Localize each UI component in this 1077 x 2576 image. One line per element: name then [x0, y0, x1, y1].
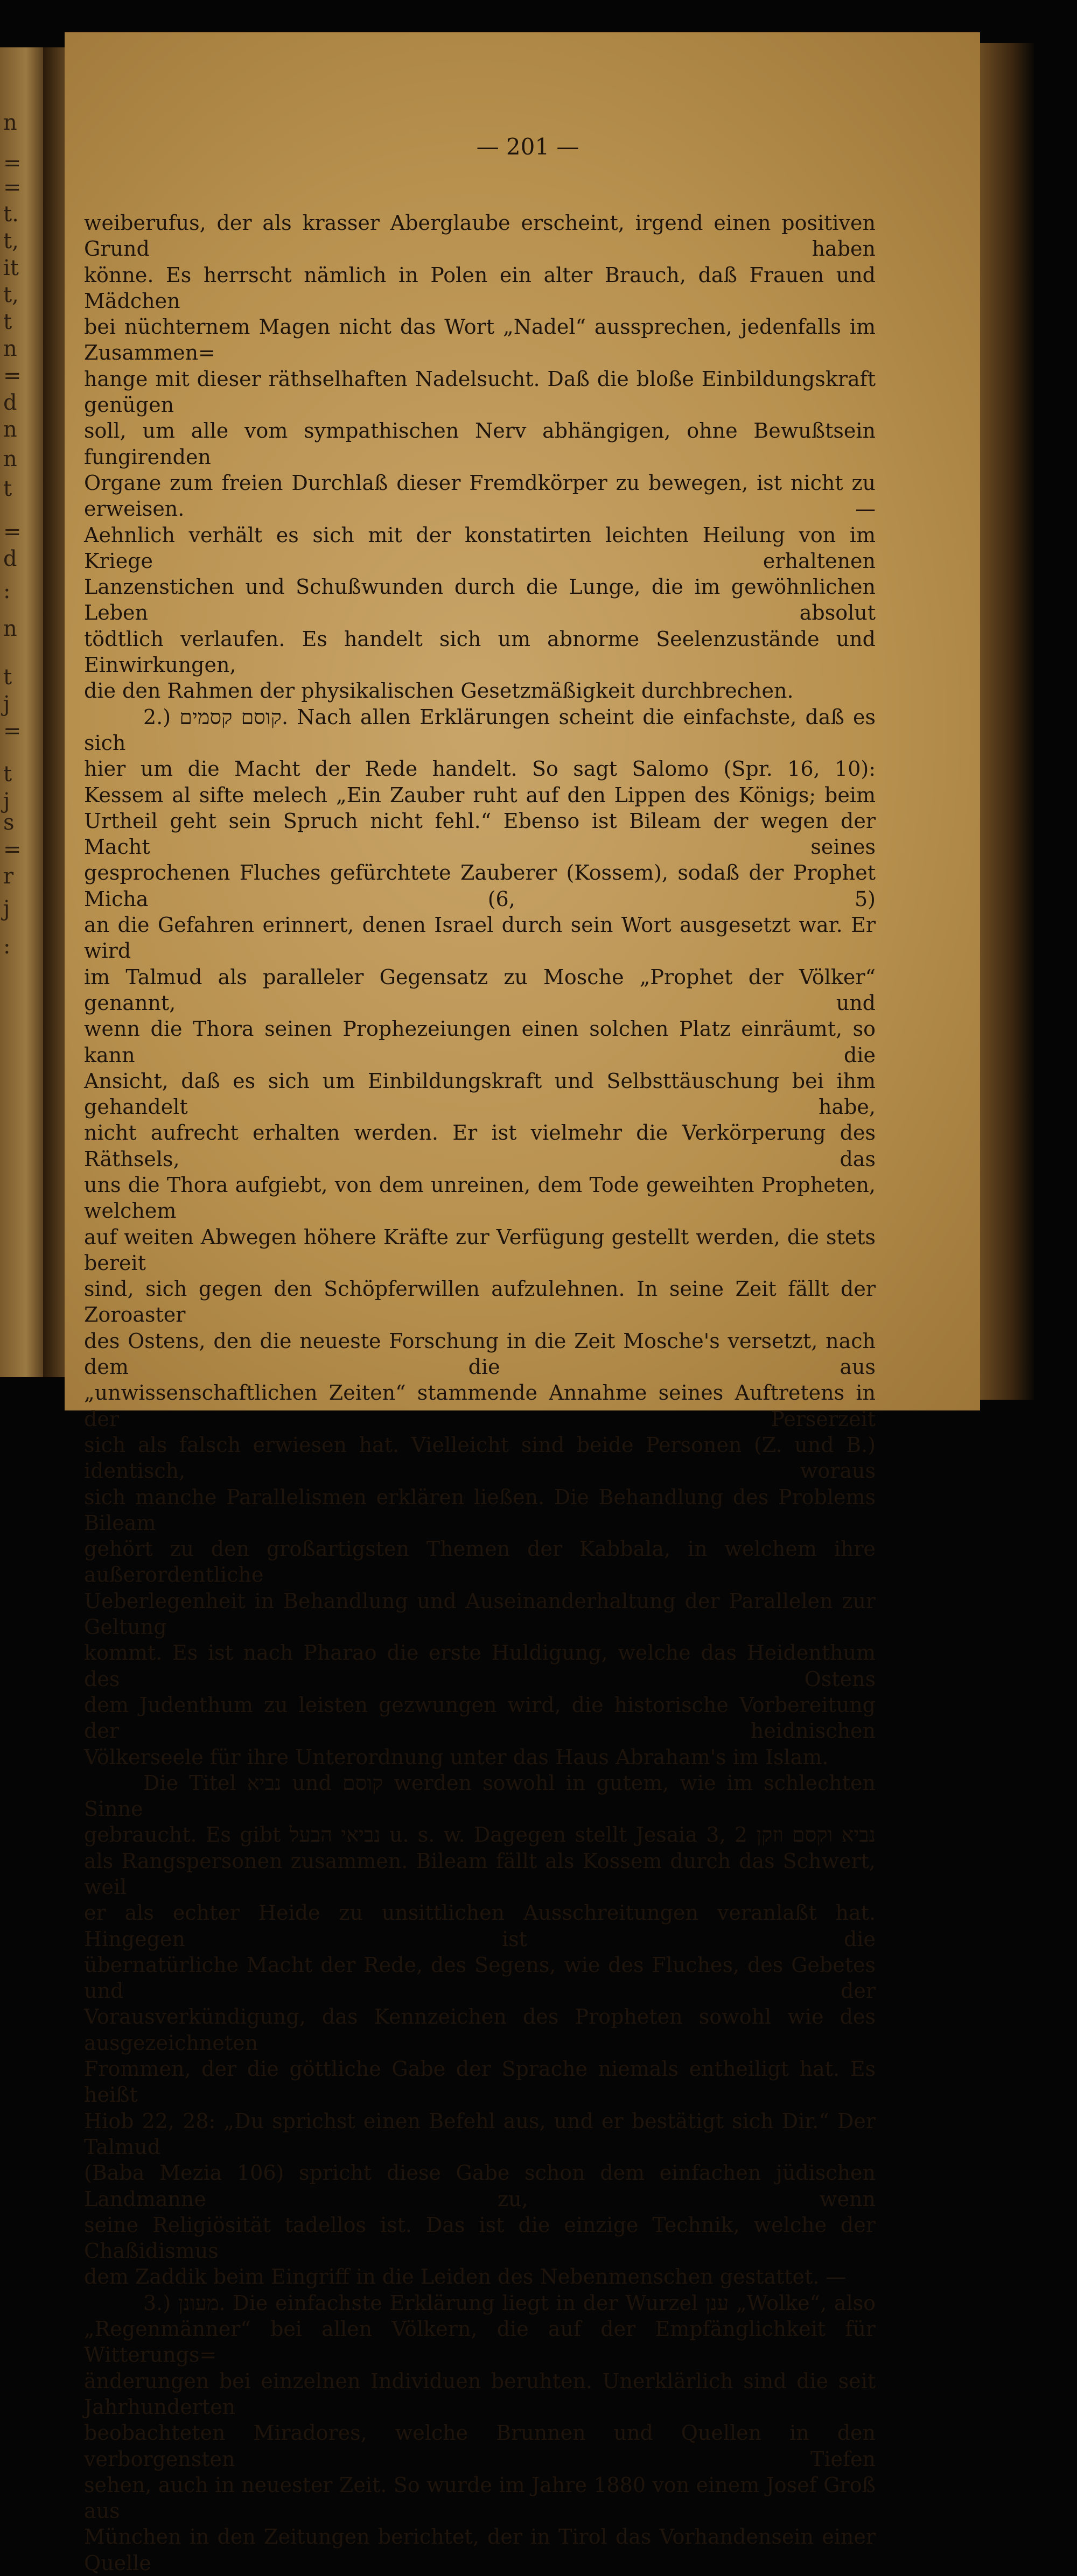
left-page-fragment: : — [3, 934, 11, 959]
left-page-fragment: t. — [3, 202, 19, 227]
text-line: beobachteten Miradores, welche Brunnen und Quellen in den verborgensten Tiefen — [84, 2421, 876, 2471]
text-line: die den Rahmen der physikalischen Gesetzmäßigkeit durchbrechen. — [84, 679, 794, 703]
left-page-fragment: t, — [3, 283, 19, 307]
left-page-fragment: = — [3, 719, 22, 743]
left-page-fragment: t — [3, 665, 12, 690]
text-line: Urtheil geht sein Spruch nicht fehl.“ Ebenso ist Bileam der wegen der Macht seines — [84, 809, 876, 859]
text-line: an die Gefahren erinnert, denen Israel durch sein Wort ausgesetzt war. Er wird — [84, 913, 876, 963]
book-page — [65, 32, 980, 2575]
left-page-fragment: : — [3, 579, 11, 603]
text-line: Hiob 22, 28: „Du sprichst einen Befehl aus, und er bestätigt sich Dir.“ Der Talmud — [84, 2109, 876, 2159]
text-line: Die Titel נביא und קוסם werden sowohl in gutem, wie im schlechten Sinne — [84, 1771, 876, 1821]
text-line: übernatürliche Macht der Rede, des Segens, wie des Fluches, des Gebetes und der — [84, 1953, 876, 2003]
text-line: sich manche Parallelismen erklären ließen. Die Behandlung des Problems Bileam — [84, 1485, 876, 1535]
left-page-edge — [0, 47, 43, 1377]
text-line: seine Religiösität tadellos ist. Das ist die einzige Technik, welche der Chaßidismus — [84, 2213, 876, 2263]
page-stack-edge — [980, 43, 1034, 1400]
text-line: Kessem al sifte melech „Ein Zauber ruht auf den Lippen des Königs; beim — [84, 783, 876, 807]
text-line: (Baba Mezia 106) spricht diese Gabe schon dem einfachen jüdischen Landmanne zu, wenn — [84, 2161, 876, 2211]
text-line: uns die Thora aufgiebt, von dem unreinen, dem Tode geweihten Propheten, welchem — [84, 1173, 876, 1223]
text-line: Ansicht, daß es sich um Einbildungskraft und Selbsttäuschung bei ihm gehandelt habe, — [84, 1069, 876, 1119]
left-page-fragment: s — [3, 810, 15, 835]
text-line: dem Zaddik beim Eingriff in die Leiden des Nebenmenschen gestattet. — — [84, 2265, 847, 2289]
text-line: Vorausverkündigung, das Kennzeichen des Propheten sowohl wie des ausgezeichneten — [84, 2005, 876, 2055]
left-page-fragment: r — [3, 864, 14, 889]
left-page-fragment: = — [3, 363, 22, 388]
text-line: Völkerseele für ihre Unterordnung unter das Haus Abraham's im Islam. — [84, 1745, 829, 1769]
left-page-fragment: t — [3, 476, 12, 501]
text-line: als Rangspersonen zusammen. Bileam fällt als Kossem durch das Schwert, weil — [84, 1849, 876, 1899]
left-page-fragment: t — [3, 310, 12, 334]
text-line: „Regenmänner“ bei allen Völkern, die auf der Empfänglichkeit für Witterungs= — [84, 2317, 876, 2367]
text-line: soll, um alle vom sympathischen Nerv abhängigen, ohne Bewußtsein fungirenden — [84, 419, 876, 469]
left-page-fragment: j — [3, 692, 10, 717]
text-line: 2.) קוסם קסמים. Nach allen Erklärungen scheint die einfachste, daß es sich — [84, 705, 876, 755]
left-page-fragment: n — [3, 616, 17, 641]
left-page-fragment: d — [3, 390, 17, 415]
text-line: Frommen, der die göttliche Gabe der Sprache niemals entheiligt hat. Es heißt — [84, 2057, 876, 2107]
left-page-fragment: j — [3, 789, 10, 813]
text-line: hange mit dieser räthselhaften Nadelsucht. Daß die bloße Einbildungskraft genügen — [84, 367, 876, 417]
left-page-fragment: n — [3, 110, 17, 135]
text-line: änderungen bei einzelnen Individuen beruhten. Unerklärlich sind die seit Jahrhunderten — [84, 2369, 876, 2419]
text-line: hier um die Macht der Rede handelt. So sagt Salomo (Spr. 16, 10): — [84, 757, 876, 781]
left-page-fragment: = — [3, 837, 22, 862]
text-line: könne. Es herrscht nämlich in Polen ein alter Brauch, daß Frauen und Mädchen — [84, 263, 876, 313]
left-page-fragment: n — [3, 447, 17, 472]
text-line: gebraucht. Es gibt נביאי הבעל u. s. w. Dagegen stellt Jesaia 3, 2 נביא וקסם וזקן — [84, 1823, 876, 1847]
left-page-fragment: d — [3, 546, 17, 571]
text-line: sind, sich gegen den Schöpferwillen aufzulehnen. In seine Zeit fällt der Zoroaster — [84, 1277, 876, 1327]
text-line: gesprochenen Fluches gefürchtete Zauberer (Kossem), sodaß der Prophet Micha (6, 5) — [84, 861, 876, 911]
left-page-fragment: = — [3, 151, 22, 176]
text-line: dem Judenthum zu leisten gezwungen wird, die historische Vorbereitung der heidnischen — [84, 1693, 876, 1743]
body-text — [84, 210, 876, 2576]
text-line: tödtlich verlaufen. Es handelt sich um abnorme Seelenzustände und Einwirkungen, — [84, 627, 876, 677]
text-line: wenn die Thora seinen Prophezeiungen einen solchen Platz einräumt, so kann die — [84, 1017, 876, 1067]
text-line: kommt. Es ist nach Pharao die erste Huldigung, welche das Heidenthum des Ostens — [84, 1641, 876, 1691]
text-line: auf weiten Abwegen höhere Kräfte zur Verfügung gestellt werden, die stets bereit — [84, 1225, 876, 1275]
text-line: bei nüchternem Magen nicht das Wort „Nadel“ aussprechen, jedenfalls im Zusammen= — [84, 315, 876, 365]
text-line: Organe zum freien Durchlaß dieser Fremdkörper zu bewegen, ist nicht zu erweisen. — — [84, 471, 876, 521]
text-line: Ueberlegenheit in Behandlung und Auseinanderhaltung der Parallelen zur Geltung — [84, 1589, 876, 1639]
book-gutter — [43, 47, 65, 1377]
text-line: weiberufus, der als krasser Aberglaube erscheint, irgend einen positiven Grund haben — [84, 211, 876, 261]
text-line: gehört zu den großartigsten Themen der Kabbala, in welchem ihre außerordentliche — [84, 1537, 876, 1587]
text-line: im Talmud als paralleler Gegensatz zu Mosche „Prophet der Völker“ genannt, und — [84, 965, 876, 1015]
text-line: Lanzenstichen und Schußwunden durch die Lunge, die im gewöhnlichen Leben absolut — [84, 575, 876, 625]
left-page-fragment: n — [3, 336, 17, 361]
left-page-fragment: t, — [3, 229, 19, 254]
text-line: des Ostens, den die neueste Forschung in die Zeit Mosche's versetzt, nach dem die aus — [84, 1329, 876, 1379]
left-page-fragment: t — [3, 762, 12, 787]
left-page-fragment: = — [3, 175, 22, 200]
left-page-fragment: j — [3, 896, 10, 921]
text-line: München in den Zeitungen berichtet, der in Tirol das Vorhandensein einer Quelle — [84, 2525, 876, 2575]
left-page-fragment: it — [3, 256, 19, 280]
text-line: er als echter Heide zu unsittlichen Ausschreitungen veranlaßt hat. Hingegen ist die — [84, 1901, 876, 1951]
text-line: „unwissenschaftlichen Zeiten“ stammende Annahme seines Auftretens in der Perserzeit — [84, 1381, 876, 1431]
text-line: Aehnlich verhält es sich mit der konstatirten leichten Heilung von im Kriege erhaltenen — [84, 523, 876, 573]
text-line: 3.) מעונן. Die einfachste Erklärung liegt in der Wurzel ענן „Wolke“, also — [143, 2291, 876, 2315]
left-page-fragment: = — [3, 520, 22, 544]
text-line: sich als falsch erwiesen hat. Vielleicht sind beide Personen (Z. und B.) identisch, woraus — [84, 1433, 876, 1483]
text-line: sehen, auch in neuester Zeit. So wurde im Jahre 1880 von einem Josef Groß aus — [84, 2473, 876, 2523]
page-number: — 201 — — [476, 134, 579, 160]
left-page-fragment: n — [3, 417, 17, 442]
text-line: nicht aufrecht erhalten werden. Er ist vielmehr die Verkörperung des Räthsels, das — [84, 1121, 876, 1171]
